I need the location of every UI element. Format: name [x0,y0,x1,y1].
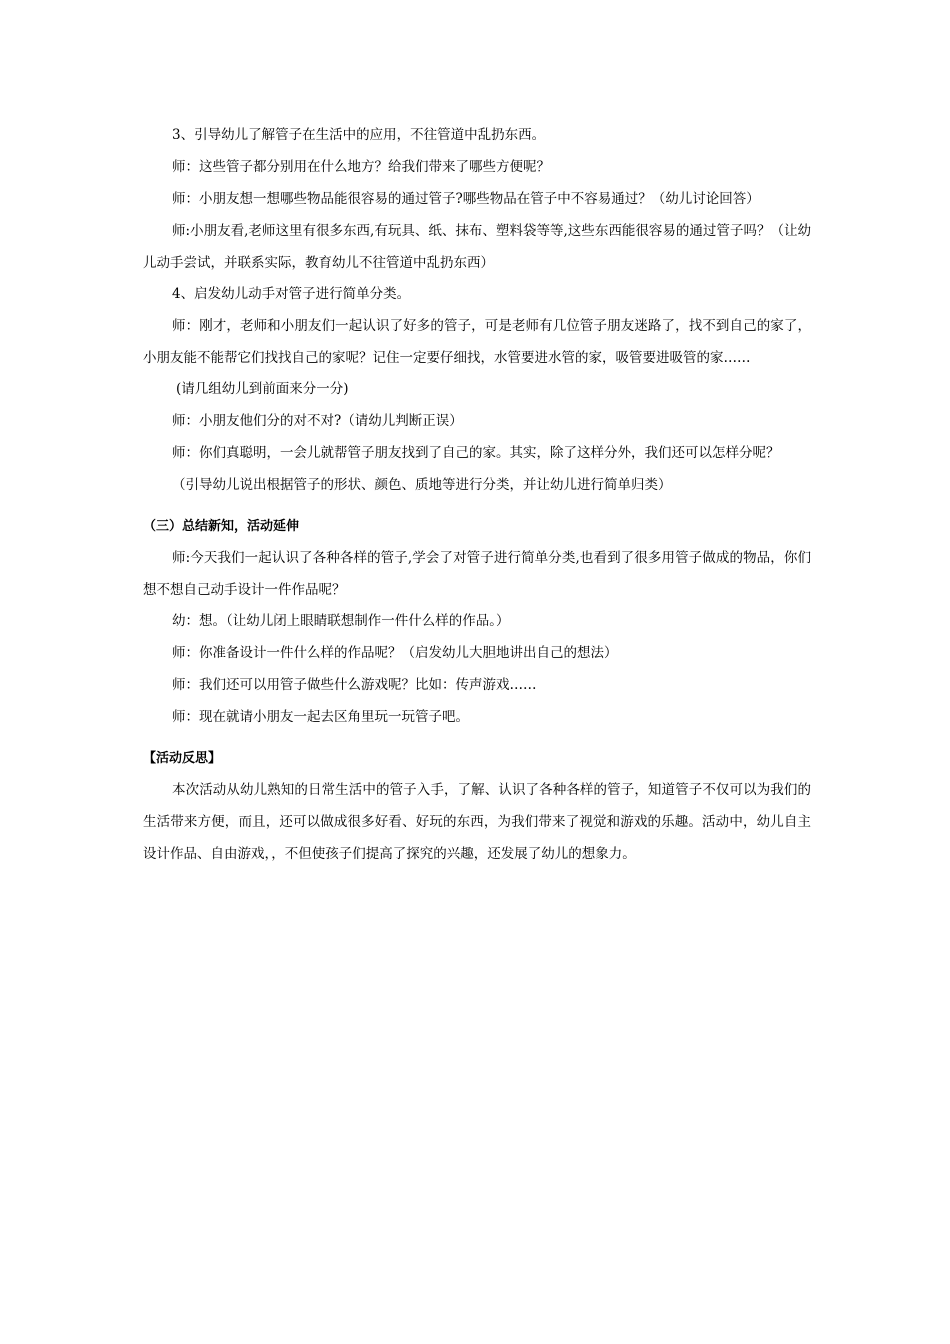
paragraph-reflection: 本次活动从幼儿熟知的日常生活中的管子入手，了解、认识了各种各样的管子，知道管子不仅可以为我们的生活带来方便，而且，还可以做成很多好看、好玩的东西，为我们带来了视觉和游戏的乐趣。活动中，幼儿自主设计作品、自由游戏，，不但使孩子们提高了探究的兴趣，还发展了幼儿的想象力。 [143,782,811,862]
paragraph-design-question: 师：你准备设计一件什么样的作品呢？（启发幼儿大胆地讲出自己的想法） [172,645,618,661]
section-3-heading: （三）总结新知，活动延伸 [143,519,300,534]
reflection-heading: 【活动反思】 [143,751,222,766]
paragraph-teacher-question-pass: 师：小朋友想一想哪些物品能很容易的通过管子?哪些物品在管子中不容易通过？（幼儿讨论回答） [172,191,760,207]
paragraph-teacher-question-uses: 师：这些管子都分别用在什么地方？给我们带来了哪些方便呢？ [172,159,550,175]
paragraph-teacher-praise: 师：你们真聪明，一会儿就帮管子朋友找到了自己的家。其实，除了这样分外，我们还可以怎样分呢？ [172,445,780,461]
paragraph-teacher-lost-pipes: 师：刚才，老师和小朋友们一起认识了好多的管子，可是老师有几位管子朋友迷路了，找不到自己的家了，小朋友能不能帮它们找找自己的家呢？记住一定要仔细找，水管要进水管的家，吸管要进吸管的家…… [143,318,811,366]
paragraph-guide-classify: （引导幼儿说出根据管子的形状、颜色、质地等进行分类，并让幼儿进行简单归类） [172,477,672,493]
paragraph-game-question: 师：我们还可以用管子做些什么游戏呢？比如：传声游戏…… [172,677,537,693]
paragraph-play-corner: 师：现在就请小朋友一起去区角里玩一玩管子吧。 [172,709,469,725]
paragraph-group-sorting: (请几组幼儿到前面来分一分) [176,381,349,397]
paragraph-child-answer: 幼：想。（让幼儿闭上眼睛联想制作一件什么样的作品。） [172,613,510,629]
paragraph-teacher-objects: 师:小朋友看,老师这里有很多东西,有玩具、纸、抹布、塑料袋等等,这些东西能很容易的通过管子吗？（让幼儿动手尝试，并联系实际，教育幼儿不往管道中乱扔东西） [143,223,811,271]
paragraph-summary-teacher: 师:今天我们一起认识了各种各样的管子,学会了对管子进行简单分类,也看到了很多用管子做成的物品，你们想不想自己动手设计一件作品呢？ [143,550,811,598]
paragraph-step-4: 4、启发幼儿动手对管子进行简单分类。 [172,286,411,302]
document-body [143,126,811,870]
paragraph-step-3: 3、引导幼儿了解管子在生活中的应用，不往管道中乱扔东西。 [172,127,546,143]
paragraph-teacher-judge: 师：小朋友他们分的对不对?（请幼儿判断正误） [172,413,463,429]
